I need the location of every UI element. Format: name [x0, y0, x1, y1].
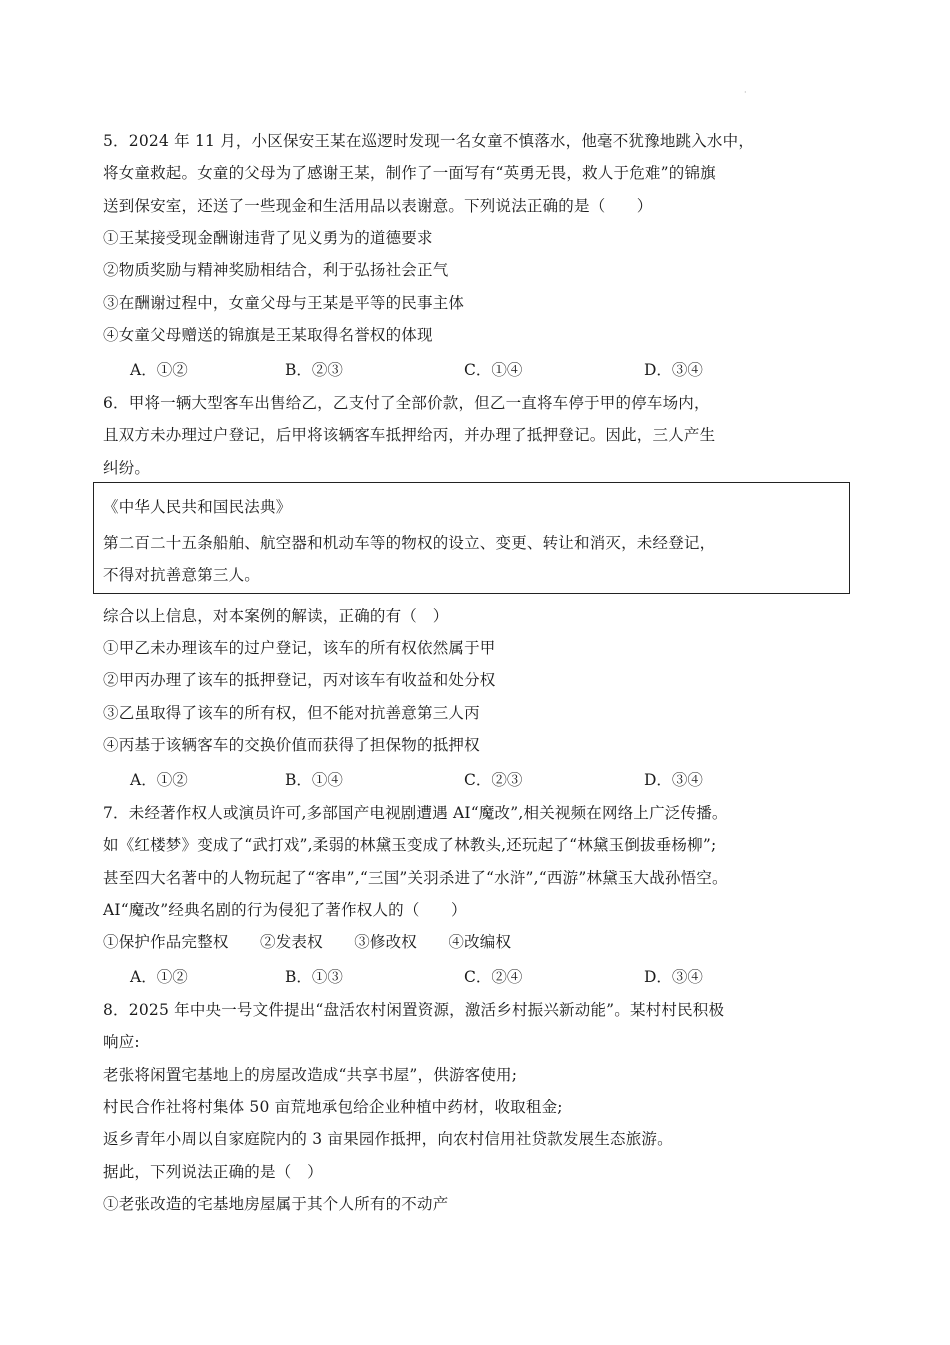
q7-stem-line-1: 7．未经著作权人或演员许可,多部国产电视剧遭遇 AI“魔改”,相关视频在网络上广泛传播。 — [103, 804, 728, 822]
q5-stem-line-1: 5．2024 年 11 月，小区保安王某在巡逻时发现一名女童不慎落水，他毫不犹豫地跳入水中， — [103, 132, 755, 150]
q5-statement-3: ③在酬谢过程中，女童父母与王某是平等的民事主体 — [103, 294, 465, 312]
q6-option-b[interactable]: B．①④ — [285, 771, 343, 789]
q8-stem-line-6: 据此，下列说法正确的是（ ） — [103, 1163, 323, 1181]
q6-option-a[interactable]: A．①② — [130, 771, 188, 789]
q6-stem-line-3: 纠纷。 — [103, 459, 151, 477]
q5-stem-line-3: 送到保安室，还送了一些现金和生活用品以表谢意。下列说法正确的是（ ） — [103, 197, 653, 215]
q5-statement-4: ④女童父母赠送的锦旗是王某取得名誉权的体现 — [103, 326, 433, 344]
q6-statement-3: ③乙虽取得了该车的所有权，但不能对抗善意第三人丙 — [103, 704, 480, 722]
q6-option-d[interactable]: D．③④ — [644, 771, 703, 789]
law-title: 《中华人民共和国民法典》 — [103, 498, 292, 516]
q6-statement-4: ④丙基于该辆客车的交换价值而获得了担保物的抵押权 — [103, 736, 480, 754]
q6-stem-line-1: 6．甲将一辆大型客车出售给乙，乙支付了全部价款，但乙一直将车停于甲的停车场内， — [103, 394, 710, 412]
q7-stem-line-2: 如《红楼梦》变成了“武打戏”,柔弱的林黛玉变成了林教头,还玩起了“林黛玉倒拔垂杨柳”; — [103, 836, 717, 854]
q7-stem-line-3: 甚至四大名著中的人物玩起了“客串”,“三国”关羽杀进了“水浒”,“西游”林黛玉大战孙悟空。 — [103, 869, 728, 887]
q5-option-d[interactable]: D．③④ — [644, 361, 703, 379]
corner-mark: · — [744, 88, 747, 97]
q8-statement-1: ①老张改造的宅基地房屋属于其个人所有的不动产 — [103, 1195, 449, 1213]
q7-option-c[interactable]: C．②④ — [464, 968, 523, 986]
q7-option-b[interactable]: B．①③ — [285, 968, 343, 986]
q7-option-a[interactable]: A．①② — [130, 968, 188, 986]
q6-statement-1: ①甲乙未办理该车的过户登记，该车的所有权依然属于甲 — [103, 639, 496, 657]
q7-option-d[interactable]: D．③④ — [644, 968, 703, 986]
q8-stem-line-1: 8．2025 年中央一号文件提出“盘活农村闲置资源，激活乡村振兴新动能”。某村村民积极 — [103, 1001, 725, 1019]
q5-statement-1: ①王某接受现金酬谢违背了见义勇为的道德要求 — [103, 229, 433, 247]
q5-option-b[interactable]: B．②③ — [285, 361, 343, 379]
q6-statement-2: ②甲丙办理了该车的抵押登记，丙对该车有收益和处分权 — [103, 671, 496, 689]
q5-statement-2: ②物质奖励与精神奖励相结合，利于弘扬社会正气 — [103, 261, 449, 279]
q6-stem-line-2: 且双方未办理过户登记，后甲将该辆客车抵押给丙，并办理了抵押登记。因此，三人产生 — [103, 426, 716, 444]
q8-stem-line-5: 返乡青年小周以自家庭院内的 3 亩果园作抵押，向农村信用社贷款发展生态旅游。 — [103, 1130, 673, 1148]
q8-stem-line-3: 老张将闲置宅基地上的房屋改造成“共享书屋”，供游客使用; — [103, 1066, 518, 1084]
q6-question: 综合以上信息，对本案例的解读，正确的有（ ） — [103, 607, 449, 625]
law-text-line-1: 第二百二十五条船舶、航空器和机动车等的物权的设立、变更、转让和消灭，未经登记， — [103, 534, 716, 552]
q8-stem-line-2: 响应: — [103, 1033, 140, 1051]
q8-stem-line-4: 村民合作社将村集体 50 亩荒地承包给企业种植中药材，收取租金; — [103, 1098, 563, 1116]
q5-option-a[interactable]: A．①② — [130, 361, 188, 379]
q5-stem-line-2: 将女童救起。女童的父母为了感谢王某，制作了一面写有“英勇无畏，救人于危难”的锦旗 — [103, 164, 716, 182]
q5-option-c[interactable]: C．①④ — [464, 361, 523, 379]
q7-statements: ①保护作品完整权 ②发表权 ③修改权 ④改编权 — [103, 933, 512, 951]
q6-option-c[interactable]: C．②③ — [464, 771, 523, 789]
q7-stem-line-4: AI“魔改”经典名剧的行为侵犯了著作权人的（ ） — [103, 901, 467, 919]
law-text-line-2: 不得对抗善意第三人。 — [103, 566, 261, 584]
